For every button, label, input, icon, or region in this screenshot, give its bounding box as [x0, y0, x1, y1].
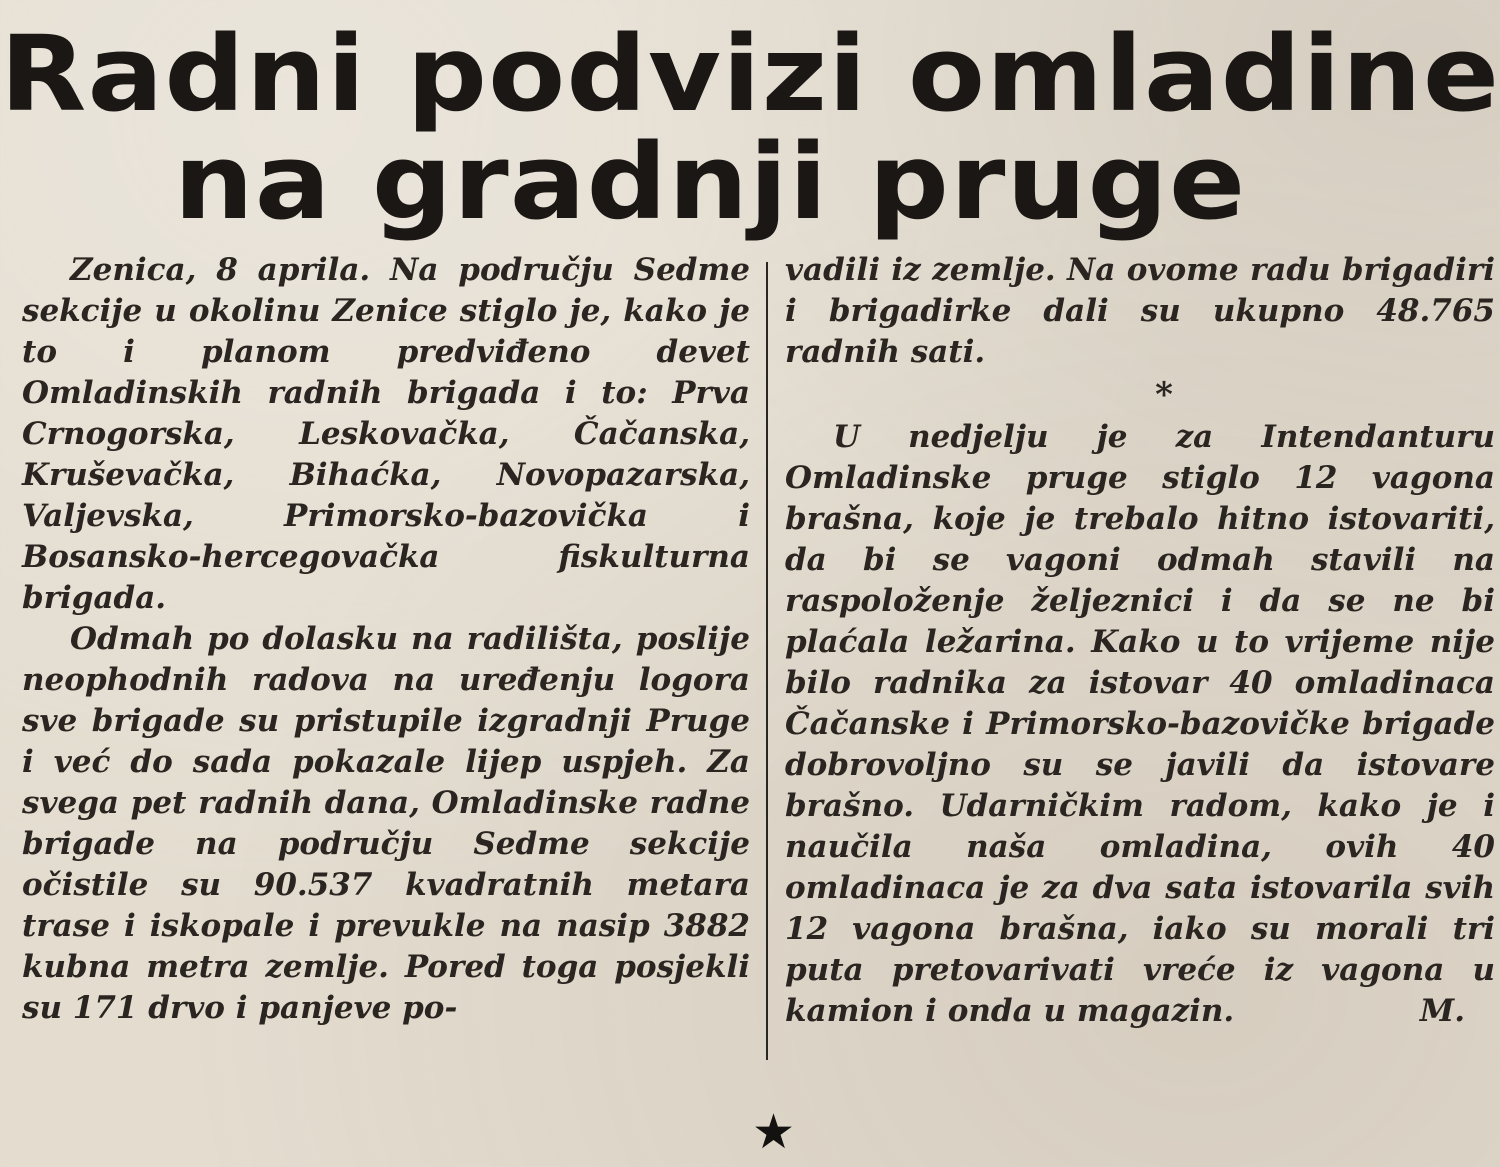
section-separator-asterisk: * [1155, 375, 1173, 415]
right-continuation: vadili iz zemlje. Na ovome radu brigadiri i brigadirke dali su ukupno 48.765 radnih sati. [785, 252, 1495, 370]
star-ornament-icon: ★ [752, 1104, 796, 1160]
right-paragraph [785, 417, 1495, 1032]
left-paragraph-2: Odmah po dolasku na radilišta, poslije neophodnih radova na uređenju logora sve brigade su pristupile izgradnji Pruge i već do sada pokazale lijep uspjeh. Za svega pet radnih dana, Omladinske radne brigade na području Sedme sekcije očistile su 90.537 kvadratnih metara trase i iskopale i prevukle na nasip 3882 kubna metra zemlje. Pored toga posjekli su 171 drvo i panjeve po- [22, 621, 750, 1026]
right-paragraph-text: U nedjelju je za Intendanturu Omladinske pruge stiglo 12 vagona brašna, koje je trebalo hitno istovariti, da bi se vagoni odmah stavili na raspoloženje željeznici i da se ne bi plaćala ležarina. Kako u to vrijeme nije bilo radnika za istovar 40 omladinaca Čačanske i Primorsko-bazovičke brigade dobrovoljno su se javili da istovare brašno. Udarničkim radom, kako je i naučila naša omladina, ovih 40 omladinaca je za dva sata istovarila svih 12 vagona brašna, iako su morali tri puta pretovarivati vreće iz vagona u kamion i onda u magazin. [785, 419, 1495, 1029]
left-paragraph-1: Zenica, 8 aprila. Na području Sedme sekcije u okolinu Zenice stiglo je, kako je to i planom predviđeno devet Omladinskih radnih brigada i to: Prva Crnogorska, Leskovačka, Čačanska, Kruševačka, Bihaćka, Novopazarska, Valjevska, Primorsko-bazovička i Bosansko-hercegovačka fiskulturna brigada. [22, 252, 750, 616]
headline-line-2: na gradnji pruge [173, 121, 1247, 243]
right-column [785, 250, 1495, 1032]
left-column [22, 250, 750, 1029]
column-divider [766, 262, 768, 1060]
author-signature: M. [1419, 993, 1465, 1029]
headline-line-1: Radni podvizi omladine [0, 13, 1500, 135]
